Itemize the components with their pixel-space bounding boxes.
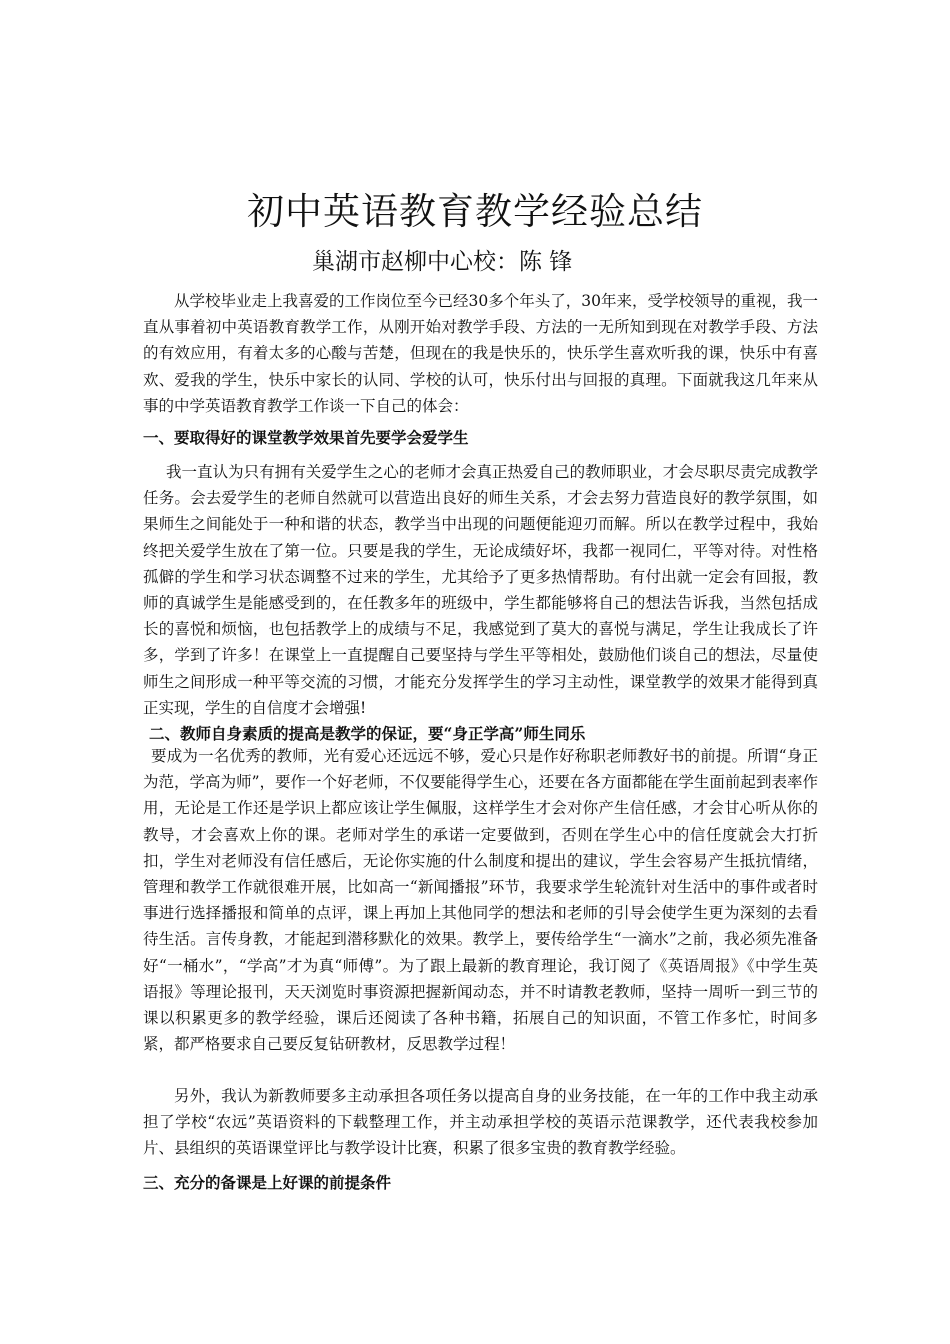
document-title: 初中英语教育教学经验总结 [247, 190, 703, 233]
section-heading-3: 三、充分的备课是上好课的前提条件 [143, 1173, 392, 1192]
intro-paragraph: 从学校毕业走上我喜爱的工作岗位至今已经30多个年头了，30年来，受学校领导的重视，我一直从事着初中英语教育教学工作，从刚开始对教学手段、方法的一无所知到现在对教学手段、方法的有效应用，有着太多的心酸与苦楚，但现在的我是快乐的，快乐学生喜欢听我的课，快乐中有喜欢、爱我的学生，快乐中家长的认同、学校的认可，快乐付出与回报的真理。下面就我这几年来从事的中学英语教育教学工作谈一下自己的体会： [143, 292, 818, 415]
section-heading-2: 二、教师自身素质的提高是教学的保证，要“身正学高”师生同乐 [149, 724, 586, 743]
section-heading-1: 一、要取得好的课堂教学效果首先要学会爱学生 [143, 428, 469, 447]
section-2-paragraph: 要成为一名优秀的教师，光有爱心还远远不够，爱心只是作好称职老师教好书的前提。所谓“身正为范，学高为师”，要作一个好老师，不仅要能得学生心，还要在各方面都能在学生面前起到表率作用，无论是工作还是学识上都应该让学生佩服，这样学生才会对你产生信任感，才会甘心听从你的教导，才会喜欢上你的课。老师对学生的承诺一定要做到，否则在学生心中的信任度就会大打折扣，学生对老师没有信任感后，无论你实施的什么制度和提出的建议，学生会容易产生抵抗情绪，管理和教学工作就很难开展，比如高一“新闻播报”环节，我要求学生轮流针对生活中的事件或者时事进行选择播报和简单的点评，课上再加上其他同学的想法和老师的引导会使学生更为深刻的去看待生活。言传身教，才能起到潜移默化的效果。教学上，要传给学生“一滴水”之前，我必须先准备好“一桶水”，“学高”才为真“师傅”。为了跟上最新的教育理论，我订阅了《英语周报》《中学生英语报》等理论报刊，天天浏览时事资源把握新闻动态，并不时请教老教师，坚持一周听一到三节的课以积累更多的教学经验，课后还阅读了各种书籍，拓展自己的知识面，不管工作多忙，时间多紧，都严格要求自己要反复钻研教材，反思教学过程！ [143, 747, 818, 1054]
section-2-extra-paragraph: 另外，我认为新教师要多主动承担各项任务以提高自身的业务技能，在一年的工作中我主动承担了学校“农远”英语资料的下载整理工作，并主动承担学校的英语示范课教学，还代表我校参加片、县组织的英语课堂评比与教学设计比赛，积累了很多宝贵的教育教学经验。 [143, 1087, 818, 1158]
document-author: 巢湖市赵柳中心校：陈 锋 [312, 249, 573, 275]
section-1-paragraph: 我一直认为只有拥有关爱学生之心的老师才会真正热爱自己的教师职业，才会尽职尽责完成教学任务。会去爱学生的老师自然就可以营造出良好的师生关系，才会去努力营造良好的教学氛围，如果师生之间能处于一种和谐的状态，教学当中出现的问题便能迎刃而解。所以在教学过程中，我始终把关爱学生放在了第一位。只要是我的学生，无论成绩好坏，我都一视同仁，平等对待。对性格孤僻的学生和学习状态调整不过来的学生，尤其给予了更多热情帮助。有付出就一定会有回报，教师的真诚学生是能感受到的，在任教多年的班级中，学生都能够将自己的想法告诉我，当然包括成长的喜悦和烦恼，也包括教学上的成绩与不足，我感觉到了莫大的喜悦与满足，学生让我成长了许多，学到了许多！在课堂上一直提醒自己要坚持与学生平等相处，鼓励他们谈自己的想法，尽量使师生之间形成一种平等交流的习惯，才能充分发挥学生的学习主动性，课堂教学的效果才能得到真正实现，学生的自信度才会增强! [143, 463, 818, 717]
